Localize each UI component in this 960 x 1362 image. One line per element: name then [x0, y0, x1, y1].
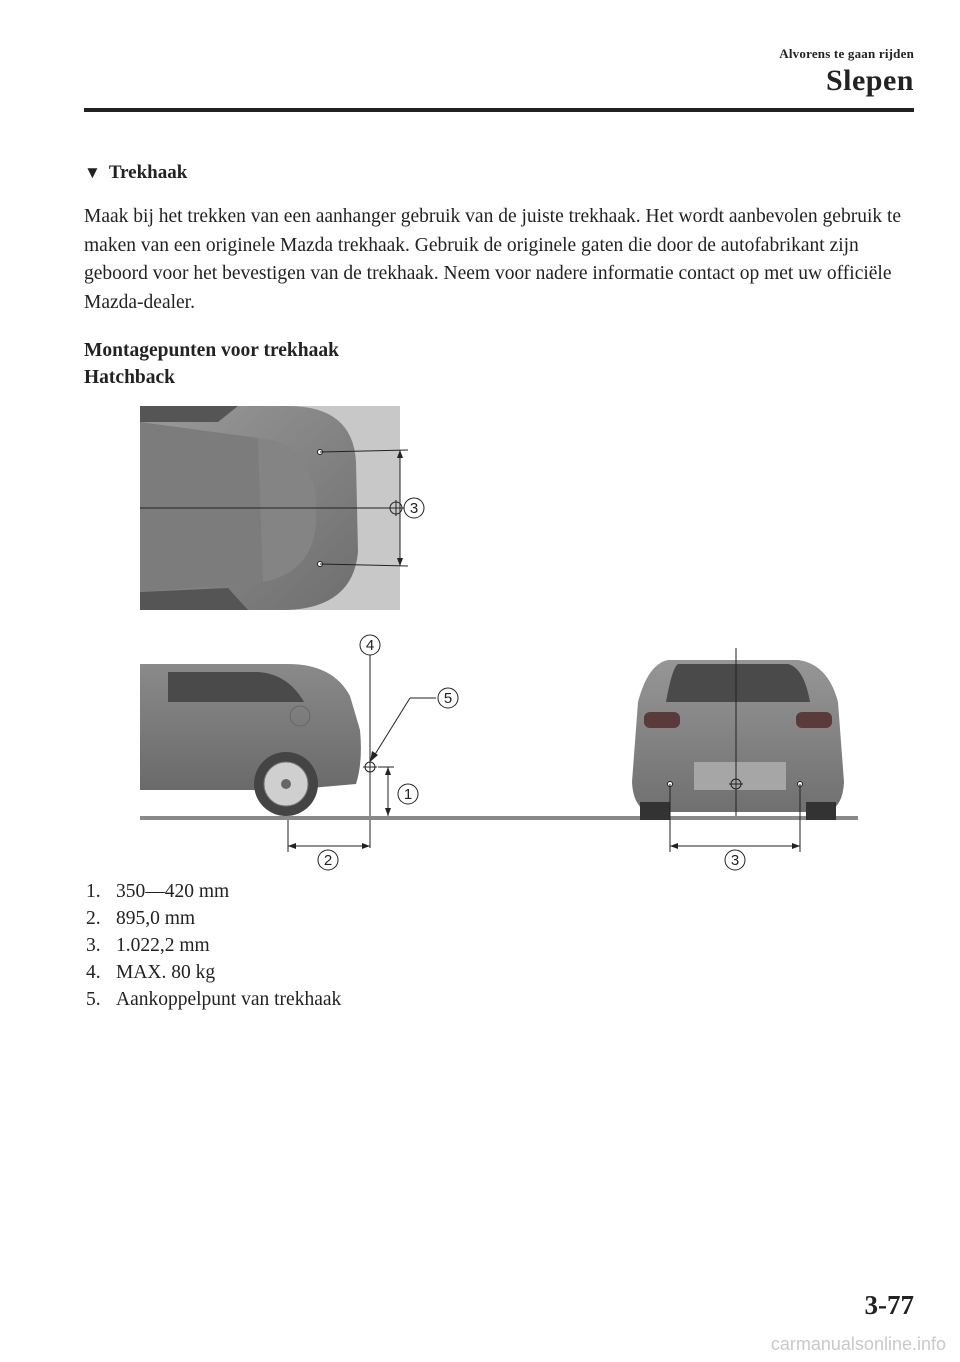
car-side-view	[140, 635, 458, 870]
legend-item-number: 5.	[86, 989, 101, 1010]
tow-hitch-figure	[138, 402, 862, 878]
legend-item-number: 1.	[86, 881, 101, 902]
figure-heading: Montagepunten voor trekhaak	[84, 340, 339, 361]
legend-item	[86, 878, 341, 905]
legend-item-number: 4.	[86, 962, 101, 983]
car-top-view	[140, 406, 424, 610]
callout-2: 2	[323, 852, 333, 869]
legend-item-number: 3.	[86, 935, 101, 956]
header-rule	[84, 108, 914, 112]
legend-item	[86, 986, 341, 1013]
triangle-marker-icon: ▼	[84, 163, 101, 182]
callout-4: 4	[365, 637, 375, 654]
legend-item-number: 2.	[86, 908, 101, 929]
section-title-text: Trekhaak	[108, 162, 188, 183]
callout-1: 1	[403, 786, 413, 803]
callout-3-rear: 3	[730, 852, 740, 869]
legend-item-text: 350―420 mm	[116, 881, 230, 902]
car-rear-view	[632, 648, 844, 870]
legend-item-text: 1.022,2 mm	[116, 935, 210, 956]
body-paragraph: Maak bij het trekken van een aanhanger gebruik van de juiste trekhaak. Het wordt aanbevolen gebruik te maken van een originele Mazda trekhaak. Gebruik de originele gaten die door de autofabrikant zijn geboord voor het bevestigen van de trekhaak. Neem voor nadere informatie contact op met uw officiële Mazda-dealer.	[84, 206, 902, 313]
legend-list	[86, 878, 341, 1013]
legend-item	[86, 959, 341, 986]
watermark: carmanualsonline.info	[770, 1334, 946, 1354]
callout-5: 5	[443, 690, 453, 707]
header-section-label: Alvorens te gaan rijden	[779, 46, 914, 61]
ground-line	[140, 816, 858, 820]
figure-variant: Hatchback	[84, 367, 176, 388]
legend-item-text: 895,0 mm	[116, 908, 196, 929]
header-title: Slepen	[825, 64, 914, 97]
legend-item-text: MAX. 80 kg	[116, 962, 216, 983]
callout-3-top: 3	[409, 500, 419, 517]
legend-item-text: Aankoppelpunt van trekhaak	[116, 989, 342, 1010]
legend-item	[86, 905, 341, 932]
legend-item	[86, 932, 341, 959]
page-number: 3-77	[864, 1290, 914, 1320]
section-title	[84, 162, 187, 184]
